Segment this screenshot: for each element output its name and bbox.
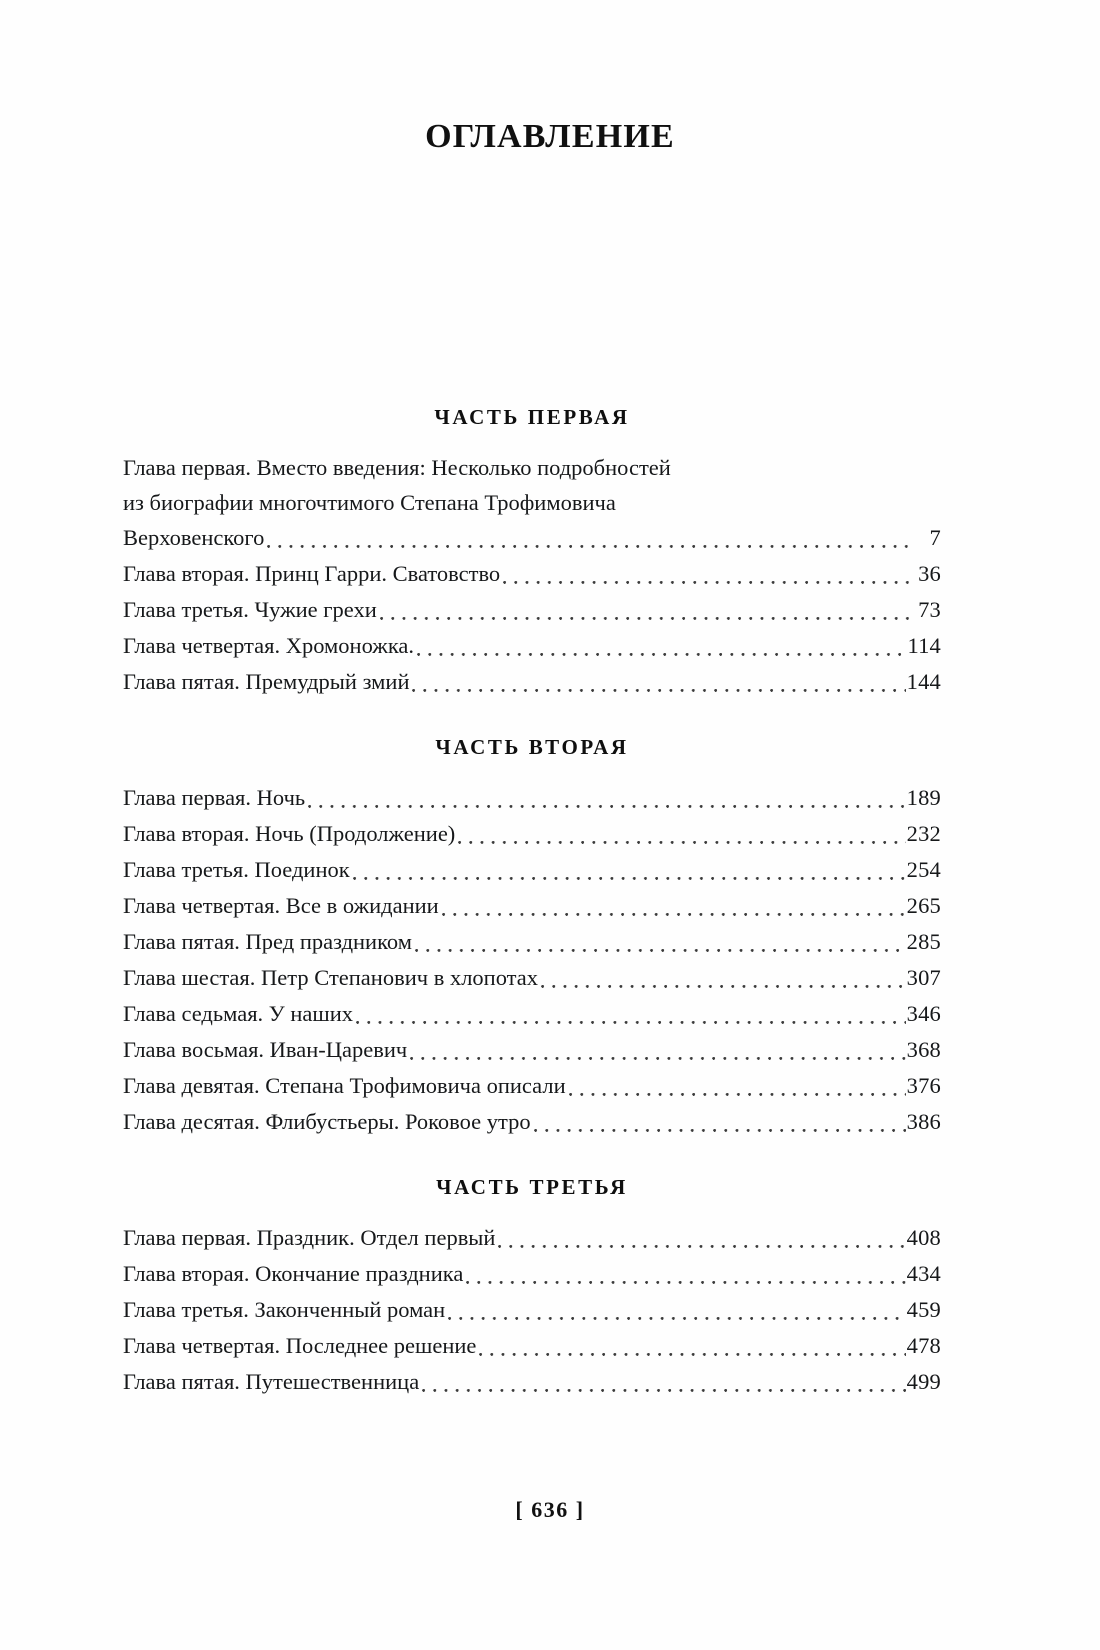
dot-leader xyxy=(498,1245,905,1248)
toc-entry[interactable] xyxy=(123,960,941,995)
entry-title: Глава десятая. Флибустьеры. Роковое утро xyxy=(123,1109,531,1134)
toc-entry[interactable] xyxy=(123,996,941,1031)
toc-entry[interactable] xyxy=(123,1068,941,1103)
page-footer-number: [ 636 ] xyxy=(515,1497,585,1522)
toc-entry[interactable] xyxy=(123,1032,941,1067)
entry-title: Глава вторая. Окончание праздника xyxy=(123,1261,464,1286)
entry-title: Глава девятая. Степана Трофимовича описали xyxy=(123,1073,566,1098)
entry-page-number: 36 xyxy=(918,561,941,586)
entry-page-number: 144 xyxy=(906,669,941,694)
entry-title: Глава пятая. Пред праздником xyxy=(123,929,412,954)
dot-leader xyxy=(417,653,906,656)
entry-title: Глава четвертая. Последнее решение xyxy=(123,1333,477,1358)
toc-entry[interactable] xyxy=(123,780,941,815)
toc-part-2 xyxy=(123,735,941,1139)
dot-leader xyxy=(442,913,906,916)
entry-page-number: 73 xyxy=(918,597,941,622)
entry-list-3 xyxy=(123,1220,941,1399)
entry-title: Глава шестая. Петр Степанович в хлопотах xyxy=(123,965,539,990)
entry-page-number: 408 xyxy=(906,1225,941,1250)
toc-entry[interactable] xyxy=(123,816,941,851)
toc-entry[interactable] xyxy=(123,628,941,663)
dot-leader xyxy=(541,985,906,988)
entry-title: Глава первая. Праздник. Отдел первый xyxy=(123,1225,496,1250)
entry-list-1 xyxy=(123,450,941,699)
entry-page-number: 478 xyxy=(906,1333,941,1358)
entry-title-line: Глава первая. Вместо введения: Несколько подробностей xyxy=(123,455,671,480)
toc-entry[interactable] xyxy=(123,1256,941,1291)
entry-title: Глава третья. Поединок xyxy=(123,857,350,882)
toc-part-1 xyxy=(123,405,941,699)
dot-leader xyxy=(415,949,906,952)
toc-entry[interactable] xyxy=(123,450,941,555)
entry-title: Глава четвертая. Хромоножка. xyxy=(123,633,415,658)
toc-entry[interactable] xyxy=(123,1364,941,1399)
entry-page-number: 232 xyxy=(906,821,941,846)
dot-leader xyxy=(466,1281,905,1284)
entry-page-number: 114 xyxy=(907,633,941,658)
entry-page-number: 434 xyxy=(906,1261,941,1286)
dot-leader xyxy=(267,545,910,548)
dot-leader xyxy=(448,1317,905,1320)
entry-title: Глава вторая. Принц Гарри. Сватовство xyxy=(123,561,501,586)
entry-title: Глава восьмая. Иван-Царевич xyxy=(123,1037,408,1062)
entry-page-number: 7 xyxy=(929,525,941,550)
dot-leader xyxy=(422,1389,905,1392)
part-heading-2: ЧАСТЬ ВТОРАЯ xyxy=(435,735,629,759)
entry-title-line: Верховенского xyxy=(123,525,265,550)
entry-list-2 xyxy=(123,780,941,1139)
page-title: ОГЛАВЛЕНИЕ xyxy=(425,118,675,155)
toc-entry[interactable] xyxy=(123,888,941,923)
toc-entry[interactable] xyxy=(123,592,941,627)
dot-leader xyxy=(410,1057,905,1060)
entry-page-number: 499 xyxy=(906,1369,941,1394)
toc-entry[interactable] xyxy=(123,852,941,887)
entry-page-number: 307 xyxy=(906,965,941,990)
entry-page-number: 368 xyxy=(906,1037,941,1062)
dot-leader xyxy=(356,1021,906,1024)
toc-entry[interactable] xyxy=(123,924,941,959)
dot-leader xyxy=(458,841,905,844)
entry-title: Глава третья. Законченный роман xyxy=(123,1297,446,1322)
dot-leader xyxy=(353,877,906,880)
part-heading-1: ЧАСТЬ ПЕРВАЯ xyxy=(434,405,630,429)
toc-part-3 xyxy=(123,1175,941,1399)
entry-page-number: 386 xyxy=(906,1109,941,1134)
entry-page-number: 285 xyxy=(906,929,941,954)
toc-entry[interactable] xyxy=(123,1328,941,1363)
entry-page-number: 254 xyxy=(906,857,941,882)
dot-leader xyxy=(412,689,905,692)
part-heading-3: ЧАСТЬ ТРЕТЬЯ xyxy=(436,1175,628,1199)
entry-title: Глава пятая. Путешественница xyxy=(123,1369,420,1394)
dot-leader xyxy=(479,1353,905,1356)
entry-page-number: 376 xyxy=(906,1073,941,1098)
dot-leader xyxy=(380,617,910,620)
dot-leader xyxy=(534,1129,906,1132)
entry-title-block xyxy=(123,450,941,520)
dot-leader xyxy=(503,581,910,584)
entry-title: Глава вторая. Ночь (Продолжение) xyxy=(123,821,456,846)
entry-last-line xyxy=(123,520,941,555)
toc-entry[interactable] xyxy=(123,664,941,699)
entry-title: Глава четвертая. Все в ожидании xyxy=(123,893,439,918)
entry-page-number: 459 xyxy=(906,1297,941,1322)
entry-title-line: из биографии многочтимого Степана Трофимовича xyxy=(123,490,616,515)
toc-entry[interactable] xyxy=(123,1220,941,1255)
entry-title: Глава третья. Чужие грехи xyxy=(123,597,377,622)
entry-page-number: 265 xyxy=(906,893,941,918)
entry-title: Глава пятая. Премудрый змий xyxy=(123,669,410,694)
dot-leader xyxy=(569,1093,906,1096)
toc-entry[interactable] xyxy=(123,1292,941,1327)
toc-entry[interactable] xyxy=(123,556,941,591)
entry-title: Глава седьмая. У наших xyxy=(123,1001,353,1026)
entry-page-number: 189 xyxy=(906,785,941,810)
toc-entry[interactable] xyxy=(123,1104,941,1139)
entry-page-number: 346 xyxy=(906,1001,941,1026)
entry-title: Глава первая. Ночь xyxy=(123,785,306,810)
dot-leader xyxy=(308,805,905,808)
toc-body xyxy=(123,405,941,1401)
